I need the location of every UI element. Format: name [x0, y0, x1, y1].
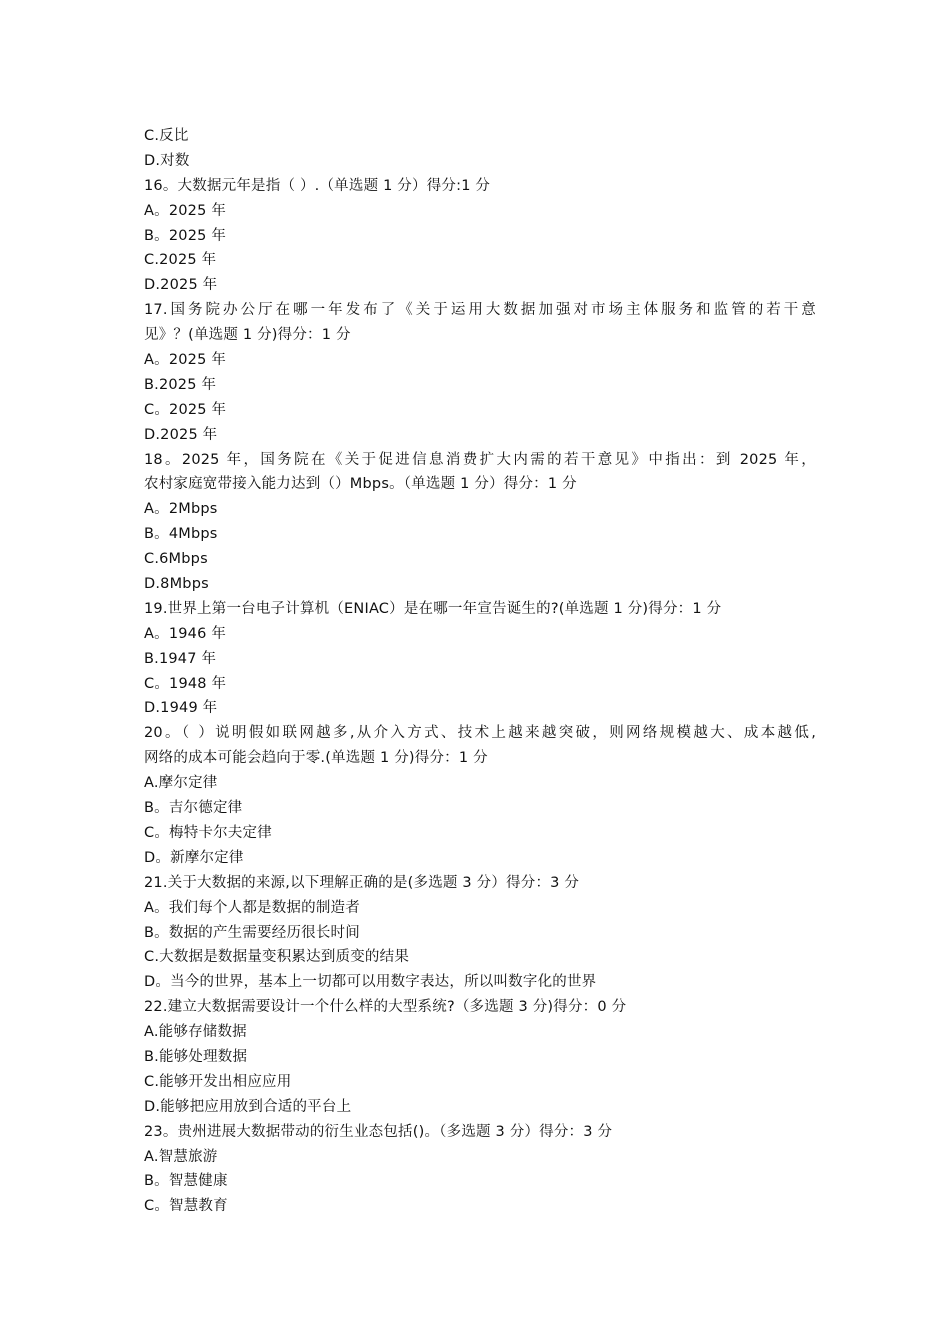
- option-line: A。2Mbps: [144, 501, 218, 518]
- option-line: B.能够处理数据: [144, 1048, 248, 1065]
- option-line: B。2025 年: [144, 227, 227, 244]
- question-line: 17.国务院办公厅在哪一年发布了《关于运用大数据加强对市场主体服务和监管的若干意: [144, 302, 816, 319]
- option-line: D。新摩尔定律: [144, 849, 244, 866]
- question-line-continued: 农村家庭宽带接入能力达到（）Mbps。（单选题 1 分）得分：1 分: [144, 476, 577, 493]
- option-line: D.能够把应用放到合适的平台上: [144, 1098, 352, 1115]
- question-line-continued: 见》？(单选题 1 分)得分：1 分: [144, 327, 351, 344]
- option-line: D.1949 年: [144, 700, 218, 717]
- document-body: [144, 124, 816, 1219]
- option-line: D.8Mbps: [144, 576, 209, 593]
- option-line: B。智慧健康: [144, 1173, 228, 1190]
- option-line: A。我们每个人都是数据的制造者: [144, 899, 360, 916]
- option-line: C.反比: [144, 128, 189, 144]
- option-line: D.2025 年: [144, 277, 218, 294]
- option-line: C。梅特卡尔夫定律: [144, 824, 272, 841]
- option-line: B。4Mbps: [144, 526, 218, 543]
- option-line: A。2025 年: [144, 352, 227, 369]
- option-line: B。数据的产生需要经历很长时间: [144, 924, 360, 941]
- option-line: A。1946 年: [144, 625, 227, 642]
- option-line: A.能够存储数据: [144, 1024, 247, 1041]
- option-line: C。2025 年: [144, 401, 227, 418]
- question-line: 22.建立大数据需要设计一个什么样的大型系统?（多选题 3 分)得分：0 分: [144, 999, 627, 1016]
- option-line: C.能够开发出相应应用: [144, 1073, 292, 1090]
- option-line: D。当今的世界，基本上一切都可以用数字表达，所以叫数字化的世界: [144, 974, 597, 991]
- option-line: A.智慧旅游: [144, 1148, 218, 1165]
- question-line: 19.世界上第一台电子计算机（ENIAC）是在哪一年宣告诞生的?(单选题 1 分)得分：1 分: [144, 600, 722, 617]
- option-line: C.2025 年: [144, 252, 217, 269]
- option-line: D.2025 年: [144, 426, 218, 443]
- option-line: B.1947 年: [144, 650, 217, 667]
- option-line: A.摩尔定律: [144, 775, 218, 792]
- option-line: D.对数: [144, 152, 190, 169]
- question-line: 20。（ ）说明假如联网越多,从介入方式、技术上越来越突破，则网络规模越大、成本越低,: [144, 725, 816, 742]
- question-line: 16。大数据元年是指（ ）.（单选题 1 分）得分:1 分: [144, 177, 491, 194]
- question-line: 21.关于大数据的来源,以下理解正确的是(多选题 3 分）得分：3 分: [144, 874, 580, 891]
- option-line: B.2025 年: [144, 376, 217, 393]
- option-line: C.大数据是数据量变积累达到质变的结果: [144, 949, 410, 966]
- question-line: 23。贵州进展大数据带动的衍生业态包括()。（多选题 3 分）得分：3 分: [144, 1123, 613, 1140]
- option-line: B。吉尔德定律: [144, 800, 243, 817]
- question-line-continued: 网络的成本可能会趋向于零.(单选题 1 分)得分：1 分: [144, 750, 488, 767]
- option-line: C.6Mbps: [144, 551, 208, 568]
- option-line: A。2025 年: [144, 202, 227, 219]
- option-line: C。1948 年: [144, 675, 227, 692]
- option-line: C。智慧教育: [144, 1198, 228, 1215]
- question-line: 18。2025 年，国务院在《关于促进信息消费扩大内需的若干意见》中指出：到 2025 年，: [144, 451, 816, 468]
